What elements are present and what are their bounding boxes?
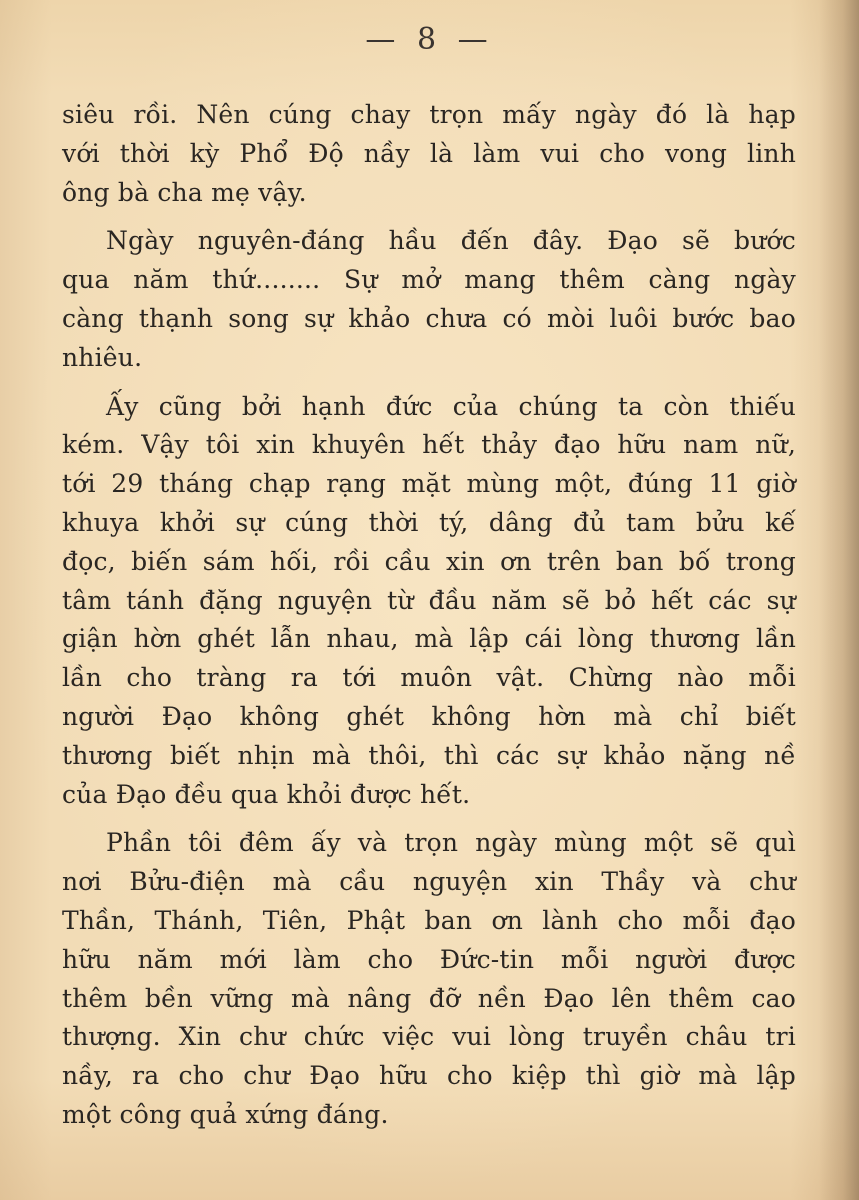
text-line: thương biết nhịn mà thôi, thì các sự khảo nặng nề: [62, 740, 796, 770]
text-line: thêm bền vững mà nâng đỡ nền Đạo lên thêm cao: [62, 983, 796, 1013]
text-line: qua năm thứ........ Sự mở mang thêm càng ngày: [62, 265, 796, 295]
text-line: khuya khởi sự cúng thời tý, dâng đủ tam bửu kế: [62, 507, 796, 537]
text-line: hữu năm mới làm cho Đức-tin mỗi người được: [62, 944, 796, 974]
text-line: nơi Bửu-điện mà cầu nguyện xin Thầy và chư: [62, 867, 796, 897]
page-number: — 8 —: [365, 22, 494, 57]
text-line: với thời kỳ Phổ Độ nầy là làm vui cho vong linh: [62, 138, 796, 168]
text-line: ông bà cha mẹ vậy.: [62, 177, 307, 207]
text-line: thượng. Xin chư chức việc vui lòng truyền châu tri: [62, 1022, 796, 1052]
text-line: của Đạo đều qua khỏi được hết.: [62, 779, 471, 809]
text-line: lần cho tràng ra tới muôn vật. Chừng nào mỗi: [62, 663, 796, 693]
text-line: tâm tánh đặng nguyện từ đầu năm sẽ bỏ hết các sự: [62, 585, 796, 615]
text-line: người Đạo không ghét không hờn mà chỉ biết: [62, 701, 796, 731]
text-line: Phần tôi đêm ấy và trọn ngày mùng một sẽ quì: [106, 828, 796, 858]
text-line: nhiêu.: [62, 342, 143, 372]
text-line: càng thạnh song sự khảo chưa có mòi luôi bước bao: [62, 303, 796, 333]
paragraph-2: [62, 222, 796, 377]
paragraph-3: [62, 388, 796, 815]
text-line: một công quả xứng đáng.: [62, 1099, 389, 1129]
text-line: Ấy cũng bởi hạnh đức của chúng ta còn thiếu: [106, 391, 796, 421]
page-edge-shadow: [819, 0, 859, 1200]
text-line: giận hờn ghét lẫn nhau, mà lập cái lòng thương lần: [62, 624, 796, 654]
text-line: đọc, biến sám hối, rồi cầu xin ơn trên ban bố trong: [62, 546, 796, 576]
body-text: [62, 96, 796, 1145]
text-line: Thần, Thánh, Tiên, Phật ban ơn lành cho mỗi đạo: [62, 905, 796, 935]
paragraph-4: [62, 824, 796, 1134]
text-line: Ngày nguyên-đáng hầu đến đây. Đạo sẽ bước: [106, 226, 796, 256]
text-line: kém. Vậy tôi xin khuyên hết thảy đạo hữu nam nữ,: [62, 430, 796, 460]
paragraph-1: [62, 96, 796, 212]
text-line: tới 29 tháng chạp rạng mặt mùng một, đúng 11 giờ: [62, 469, 796, 499]
text-line: siêu rồi. Nên cúng chay trọn mấy ngày đó là hạp: [62, 100, 796, 129]
text-line: nầy, ra cho chư Đạo hữu cho kiệp thì giờ mà lập: [62, 1061, 796, 1091]
